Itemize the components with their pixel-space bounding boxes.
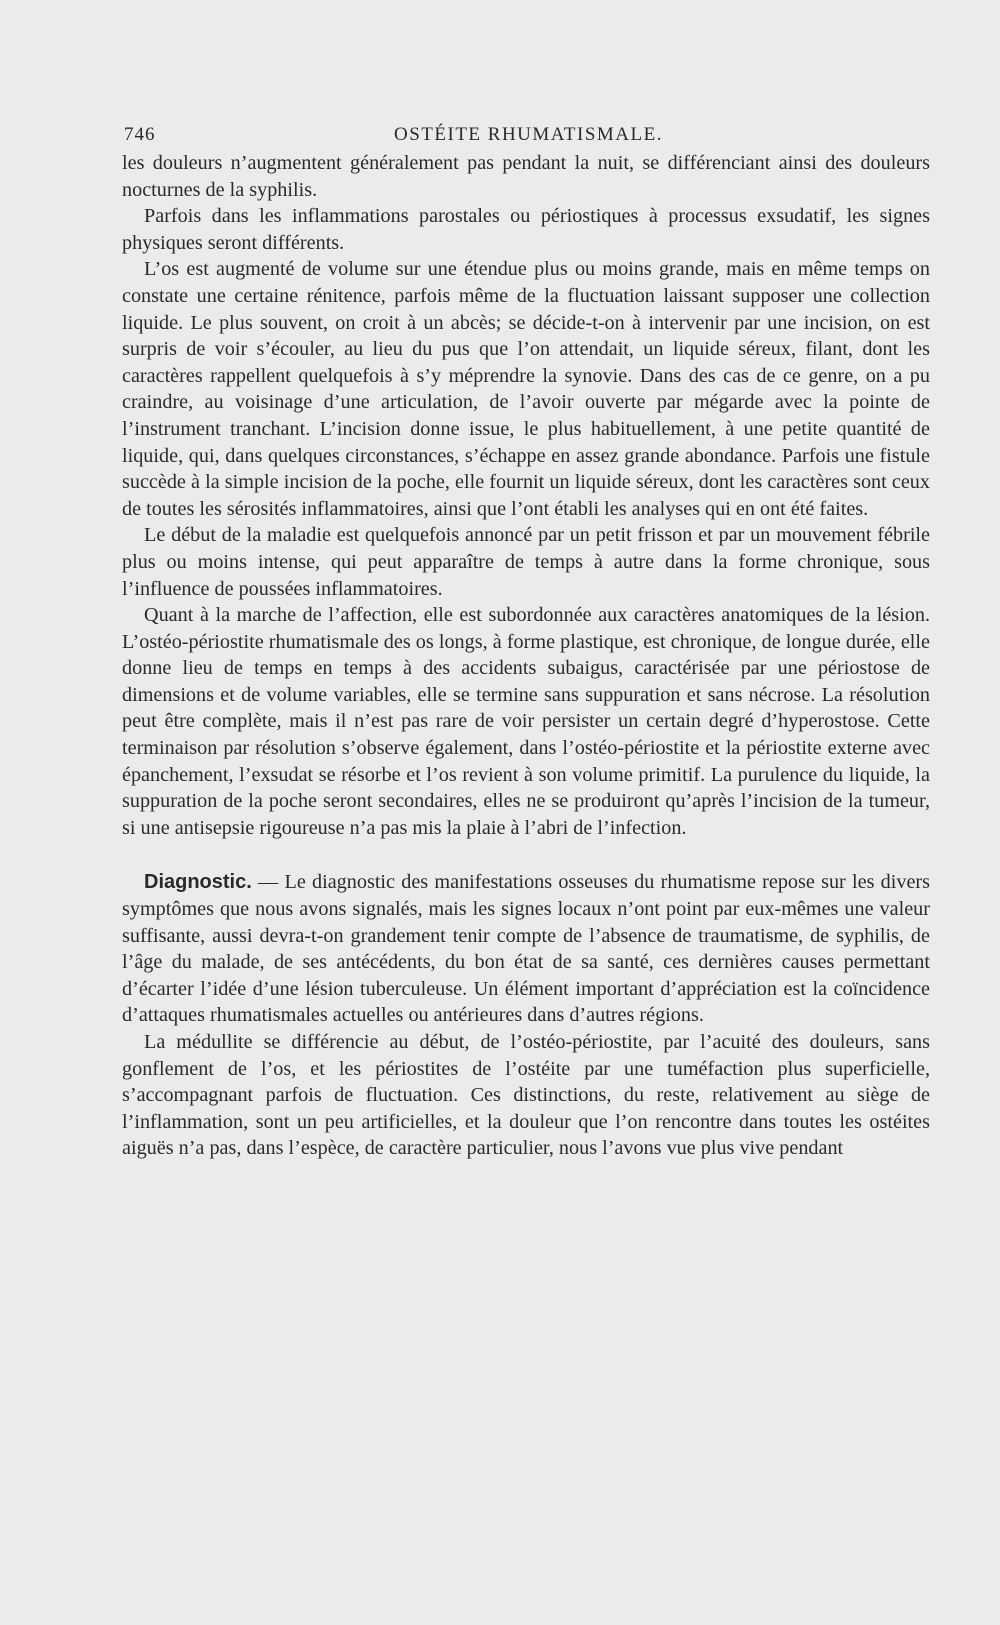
diagnostic-paragraph: [122, 869, 930, 1029]
paragraph: La médullite se différencie au début, de l’ostéo-périostite, par l’acuité des douleurs, sans gonflement de l’os, et les périostites de l’ostéite par une tuméfaction plus superficielle, s’accompagnant parfois de fluctuation. Ces distinctions, du reste, relativement au siège de l’inflammation, sont un peu artificielles, et la douleur que l’on rencontre dans toutes les ostéites aiguës n’a pas, dans l’espèce, de caractère particulier, nous l’avons vue plus vive pendant: [122, 1031, 930, 1160]
diagnostic-text: Le diagnostic des manifestations osseuses du rhumatisme repose sur les divers symptômes que nous avons signalés, mais les signes locaux n’ont point par eux-mêmes une valeur suffisante, aussi devra-t-on grandement tenir compte de l’absence de traumatisme, de syphilis, de l’âge du malade, de ses antécédents, du bon état de sa santé, ces dernières causes permettant d’écarter l’idée d’une lésion tuberculeuse. Un élément important d’appréciation est la coïncidence d’attaques rhumatismales actuelles ou antérieures dans d’autres régions.: [122, 871, 931, 1027]
running-header: [122, 118, 930, 150]
paragraph-continuation: les douleurs n’augmentent généralement pas pendant la nuit, se différenciant ainsi des douleurs nocturnes de la syphilis.: [122, 152, 930, 201]
page-number: 746: [124, 124, 156, 145]
section-heading: Diagnostic.: [144, 871, 252, 894]
diagnostic-section: [122, 869, 930, 1162]
paragraph: Quant à la marche de l’affection, elle est subordonnée aux caractères anatomiques de la lésion. L’ostéo-périostite rhumatismale des os longs, à forme plastique, est chronique, de longue durée, elle donne lieu de temps en temps à des accidents subaigus, caractérisée par une périostose de dimensions et de volume variables, elle se termine sans suppuration et sans nécrose. La résolution peut être complète, mais il n’est pas rare de voir persister un certain degré d’hyperostose. Cette terminaison par résolution s’observe également, dans l’ostéo-périostite et la périostite externe avec épanchement, l’exsudat se résorbe et l’os revient à son volume primitif. La purulence du liquide, la suppuration de la poche seront secondaires, elles ne se produiront qu’après l’incision de la tumeur, si une antisepsie rigoureuse n’a pas mis la plaie à l’abri de l’infection.: [122, 604, 930, 839]
heading-dash: —: [251, 871, 285, 894]
paragraph: Parfois dans les inflammations parostales ou périostiques à processus exsudatif, les signes physiques seront différents.: [122, 205, 930, 254]
paragraph: Le début de la maladie est quelquefois annoncé par un petit frisson et par un mouvement fébrile plus ou moins intense, qui peut apparaître de temps à autre dans la forme chronique, sous l’influence de poussées inflammatoires.: [122, 524, 930, 600]
paragraph: L’os est augmenté de volume sur une étendue plus ou moins grande, mais en même temps on constate une certaine rénitence, parfois même de la fluctuation laissant supposer une collection liquide. Le plus souvent, on croit à un abcès; se décide-t-on à intervenir par une incision, on est surpris de voir s’écouler, au lieu du pus que l’on attendait, un liquide séreux, filant, dont les caractères rappellent quelquefois à s’y méprendre la synovie. Dans des cas de ce genre, on a pu craindre, au voisinage d’une articulation, de l’avoir ouverte par mégarde avec la pointe de l’instrument tranchant. L’incision donne issue, le plus habituellement, à une petite quantité de liquide, qui, dans quelques circonstances, s’échappe en assez grande abondance. Parfois une fistule succède à la simple incision de la poche, elle fournit un liquide séreux, dont les caractères sont ceux de toutes les sérosités inflammatoires, ainsi que l’ont établi les analyses qui en ont été faites.: [122, 258, 930, 520]
running-title: OSTÉITE RHUMATISMALE.: [394, 124, 663, 145]
body-text: [122, 150, 930, 1162]
document-page: [122, 118, 930, 1162]
